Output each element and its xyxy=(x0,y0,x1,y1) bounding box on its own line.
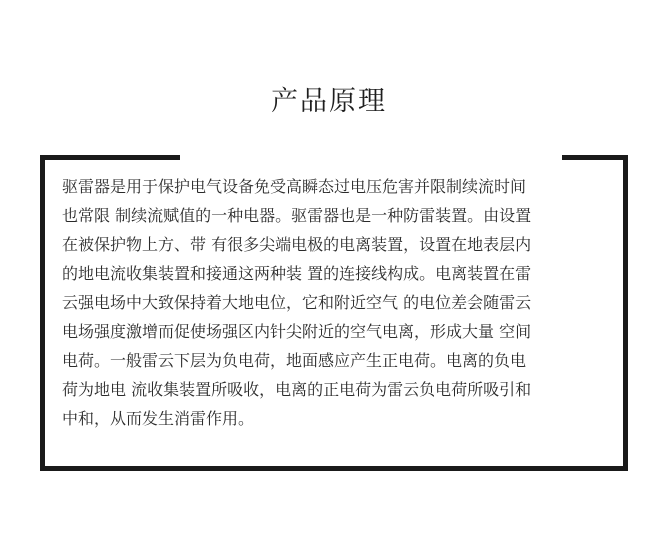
frame-top-right-segment xyxy=(562,155,623,160)
frame-top-left-segment xyxy=(40,155,180,160)
paragraph-line: 在被保护物上方、带 有很多尖端电极的电离装置，设置在地表层内 xyxy=(62,235,532,254)
paragraph-line: 电场强度激增而促使场强区内针尖附近的空气电离，形成大量 空间 xyxy=(62,322,532,341)
paragraph-line: 驱雷器是用于保护电气设备免受高瞬态过电压危害并限制续流时间 xyxy=(62,177,527,196)
paragraph-line: 的地电流收集装置和接通这两种装 置的连接线构成。电离装置在雷 xyxy=(62,264,532,283)
page-title: 产品原理 xyxy=(271,86,387,117)
paragraph-line: 也常限 制续流赋值的一种电器。驱雷器也是一种防雷装置。由设置 xyxy=(62,206,532,225)
paragraph-line: 中和，从而发生消雷作用。 xyxy=(62,409,255,428)
principle-paragraph xyxy=(62,172,607,433)
paragraph-line: 云强电场中大致保持着大地电位，它和附近空气 的电位差会随雷云 xyxy=(62,293,532,312)
paragraph-line: 荷为地电 流收集装置所吸收，电离的正电荷为雷云负电荷所吸引和 xyxy=(62,380,532,399)
paragraph-line: 电荷。一般雷云下层为负电荷，地面感应产生正电荷。电离的负电 xyxy=(62,351,527,370)
